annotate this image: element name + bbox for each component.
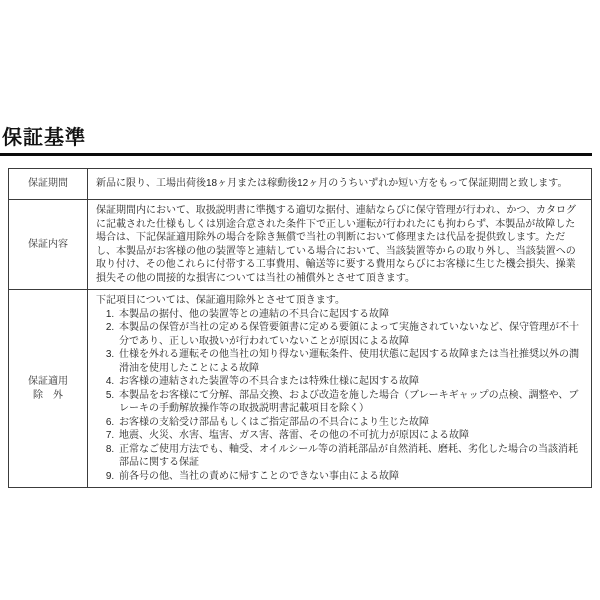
- table-row-warranty-coverage: [9, 200, 592, 290]
- exclusion-item: 1. 本製品の据付、他の装置等との連結の不具合に起因する故障: [117, 308, 585, 322]
- page-title: 保証基準: [2, 127, 86, 149]
- exclusion-item: 8. 正常なご使用方法でも、軸受、オイルシール等の消耗部品が自然消耗、磨耗、劣化した場合の当該消耗部品に関する保証: [117, 443, 585, 470]
- warranty-exclusions-label: [9, 290, 88, 488]
- warranty-period-content: 新品に限り、工場出荷後18ヶ月または稼動後12ヶ月のうちいずれか短い方をもって保証期間と致します。: [88, 169, 592, 200]
- exclusion-item: 6. お客様の支給受け部品もしくはご指定部品の不具合により生じた故障: [117, 416, 585, 430]
- exclusion-item: 2. 本製品の保管が当社の定める保管要領書に定める要領によって実施されていないなど、保守管理が不十分であり、正しい取扱いが行われていないことが原因による故障: [117, 321, 585, 348]
- warranty-coverage-content: 保証期間内において、取扱説明書に準拠する適切な据付、連結ならびに保守管理が行われ、かつ、カタログに記載された仕様もしくは別途合意された条件下で正しい運転が行われたにも拘わらず、本製品が故障した場合は、下記保証適用除外の場合を除き無償で当社の判断において修理または代品を提供致します。ただし、本製品がお客様の他の装置等と連結している場合において、当該装置等からの取り外し、当該装置への取り付け、その他これらに付帯する工事費用、輸送等に要する費用ならびにお客様に生じた機会損失、操業損失その他の間接的な損害については当社の補償外とさせて頂きます。: [88, 200, 592, 290]
- warranty-exclusions-label-line-2: 除 外: [33, 389, 63, 401]
- warranty-table: [8, 168, 592, 488]
- exclusions-intro-text: 下記項目については、保証適用除外とさせて頂きます。: [96, 295, 345, 306]
- exclusion-item: 9. 前各号の他、当社の責めに帰すことのできない事由による故障: [117, 470, 585, 484]
- exclusion-item: 3. 仕様を外れる運転その他当社の知り得ない運転条件、使用状態に起因する故障または当社推奨以外の潤滑油を使用したことによる故障: [117, 348, 585, 375]
- exclusion-item: 5. 本製品をお客様にて分解、部品交換、および改造を施した場合（ブレーキギャップの点検、調整や、ブレーキの手動解放操作等の取扱説明書記載項目を除く）: [117, 389, 585, 416]
- exclusion-item: 7. 地震、火災、水害、塩害、ガス害、落雷、その他の不可抗力が原因による故障: [117, 429, 585, 443]
- exclusion-item: 4. お客様の連結された装置等の不具合または特殊仕様に起因する故障: [117, 375, 585, 389]
- warranty-period-label: 保証期間: [9, 169, 88, 200]
- warranty-exclusions-content: [88, 290, 592, 488]
- table-row-warranty-period: [9, 169, 592, 200]
- warranty-exclusions-label-line-1: 保証適用: [28, 376, 68, 387]
- warranty-coverage-label: 保証内容: [9, 200, 88, 290]
- table-row-warranty-exclusions: [9, 290, 592, 488]
- exclusion-list: [96, 308, 585, 484]
- heading-underline-block: [0, 121, 592, 156]
